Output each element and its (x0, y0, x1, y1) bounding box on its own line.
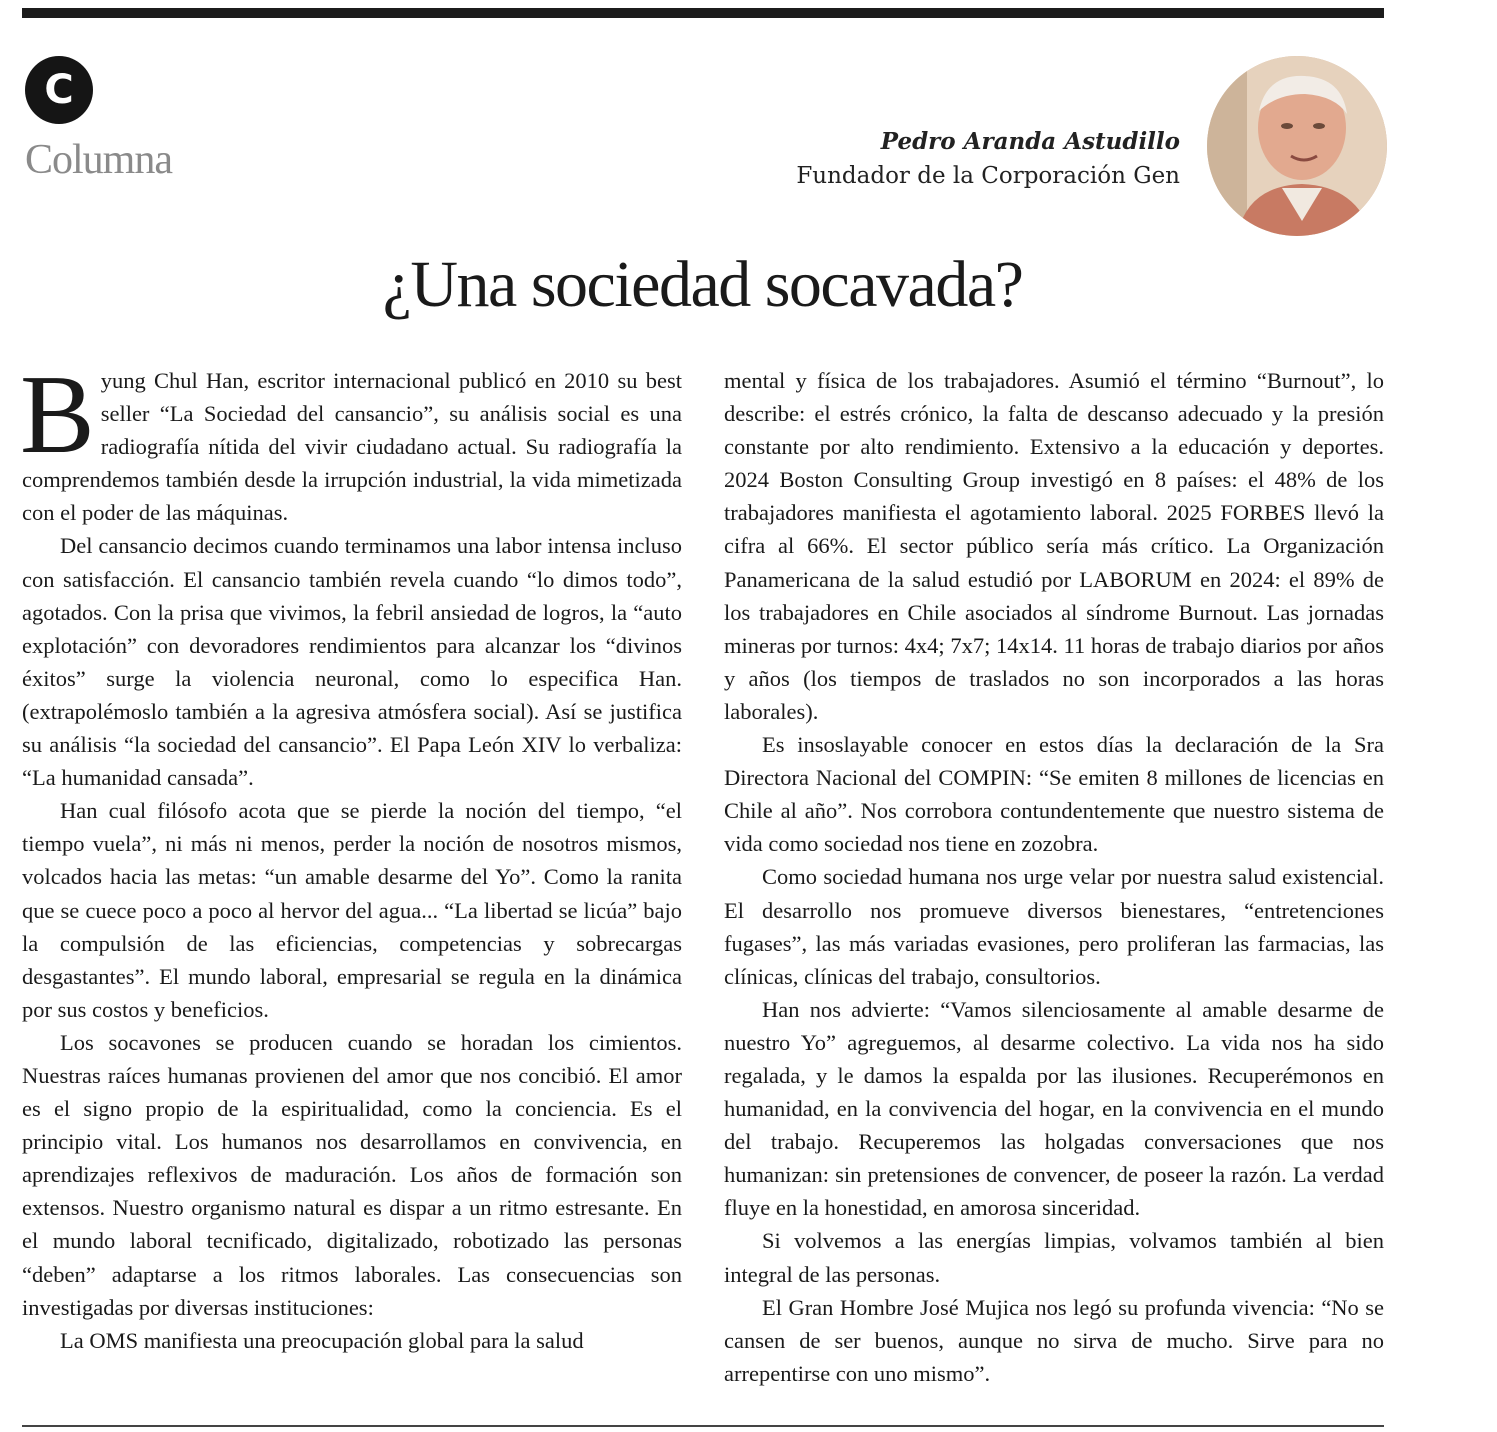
article-column-left (20, 353, 682, 1357)
author-role: Fundador de la Corporación Gen (796, 163, 1180, 189)
paragraph (20, 353, 682, 529)
section-badge: C (25, 56, 93, 124)
paragraph-text: yung Chul Han, escritor internacional publicó en 2010 su best seller “La Sociedad del cansancio”, su análisis social es una radiografía nítida del vivir ciudadano actual. Su radiografía la comprendemos también desde la irrupción industrial, la vida mimetizada con el poder de las máquinas. (22, 368, 682, 526)
paragraph: Del cansancio decimos cuando terminamos una labor intensa incluso con satisfacción. El cansancio también revela cuando “lo dimos todo”, agotados. Con la prisa que vivimos, la febril ansiedad de logros, la “auto explotación” con devoradores rendimientos para alcanzar los “divinos éxitos” surge la violencia neuronal, como lo especifica Han. (extrapolémoslo también a la agresiva atmósfera social). Así se justifica su análisis “la sociedad del cansancio”. El Papa León XIV lo verbaliza: “La humanidad cansada”. (22, 533, 682, 791)
author-name: Pedro Aranda Astudillo (880, 128, 1180, 155)
drop-cap: B (20, 353, 95, 477)
paragraph: Si volvemos a las energías limpias, volvamos también al bien integral de las personas. (724, 1228, 1384, 1287)
paragraph: Han cual filósofo acota que se pierde la noción del tiempo, “el tiempo vuela”, ni más ni menos, perder la noción de nosotros mismos, volcados hacia las metas: “un amable desarme del Yo”. Como la ranita que se cuece poco a poco al hervor del agua... “La libertad se licúa” bajo la compulsión de las eficiencias, competencias y sobrecargas desgastantes”. El mundo laboral, empresarial se regula en la dinámica por sus costos y beneficios. (22, 798, 682, 1022)
author-photo (1207, 56, 1387, 236)
bottom-rule (22, 1425, 1384, 1427)
paragraph: Los socavones se producen cuando se horadan los cimientos. Nuestras raíces humanas provienen del amor que nos concibió. El amor es el signo propio de la espiritualidad, como la conciencia. Es el principio vital. Los humanos nos desarrollamos en convivencia, en aprendizajes reflexivos de maduración. Los años de formación son extensos. Nuestro organismo natural es dispar a un ritmo estresante. En el mundo laboral tecnificado, digitalizado, robotizado las personas “deben” adaptarse a los ritmos laborales. Las consecuencias son investigadas por diversas instituciones: (22, 1029, 682, 1320)
paragraph: Es insoslayable conocer en estos días la declaración de la Sra Directora Nacional del COMPIN: “Se emiten 8 millones de licencias en Chile al año”. Nos corrobora contundentemente que nuestro sistema de vida como sociedad nos tiene en zozobra. (724, 732, 1384, 857)
headline: ¿Una sociedad socavada? (382, 248, 1023, 321)
paragraph: La OMS manifiesta una preocupación global para la salud (60, 1327, 584, 1353)
paragraph: El Gran Hombre José Mujica nos legó su profunda vivencia: “No se cansen de ser buenos, aunque no sirva de mucho. Sirve para no arrepentirse con uno mismo”. (724, 1294, 1384, 1386)
author-portrait-icon (1207, 56, 1387, 236)
section-label: Columna (25, 137, 172, 183)
article-column-right (724, 364, 1384, 1390)
top-rule (22, 8, 1384, 18)
author-byline (796, 128, 1180, 189)
paragraph: Han nos advierte: “Vamos silenciosamente al amable desarme de nuestro Yo” agreguemos, al desarme colectivo. La vida nos ha sido regalada, y le damos la espalda por las ilusiones. Recuperémonos en humanidad, en la convivencia del hogar, en la convivencia en el mundo del trabajo. Recuperemos las holgadas conversaciones que nos humanizan: sin pretensiones de convencer, de poseer la razón. La verdad fluye en la honestidad, en amorosa sinceridad. (724, 996, 1384, 1221)
paragraph: Como sociedad humana nos urge velar por nuestra salud existencial. El desarrollo nos promueve diversos bienestares, “entretenciones fugases”, las más variadas evasiones, pero proliferan las farmacias, las clínicas, clínicas del trabajo, consultorios. (724, 864, 1384, 989)
paragraph: mental y física de los trabajadores. Asumió el término “Burnout”, lo describe: el estrés crónico, la falta de descanso adecuado y la presión constante por alto rendimiento. Extensivo a la educación y deportes. 2024 Boston Consulting Group investigó en 8 países: el 48% de los trabajadores manifiesta el agotamiento laboral. 2025 FORBES llevó la cifra al 66%. El sector público sería más crítico. La Organización Panamericana de la salud estudió por LABORUM en 2024: el 89% de los trabajadores en Chile asociados al síndrome Burnout. Las jornadas mineras por turnos: 4x4; 7x7; 14x14. 11 horas de trabajo diarios por años y años (los tiempos de traslados no son incorporados a las horas laborales). (724, 368, 1384, 724)
